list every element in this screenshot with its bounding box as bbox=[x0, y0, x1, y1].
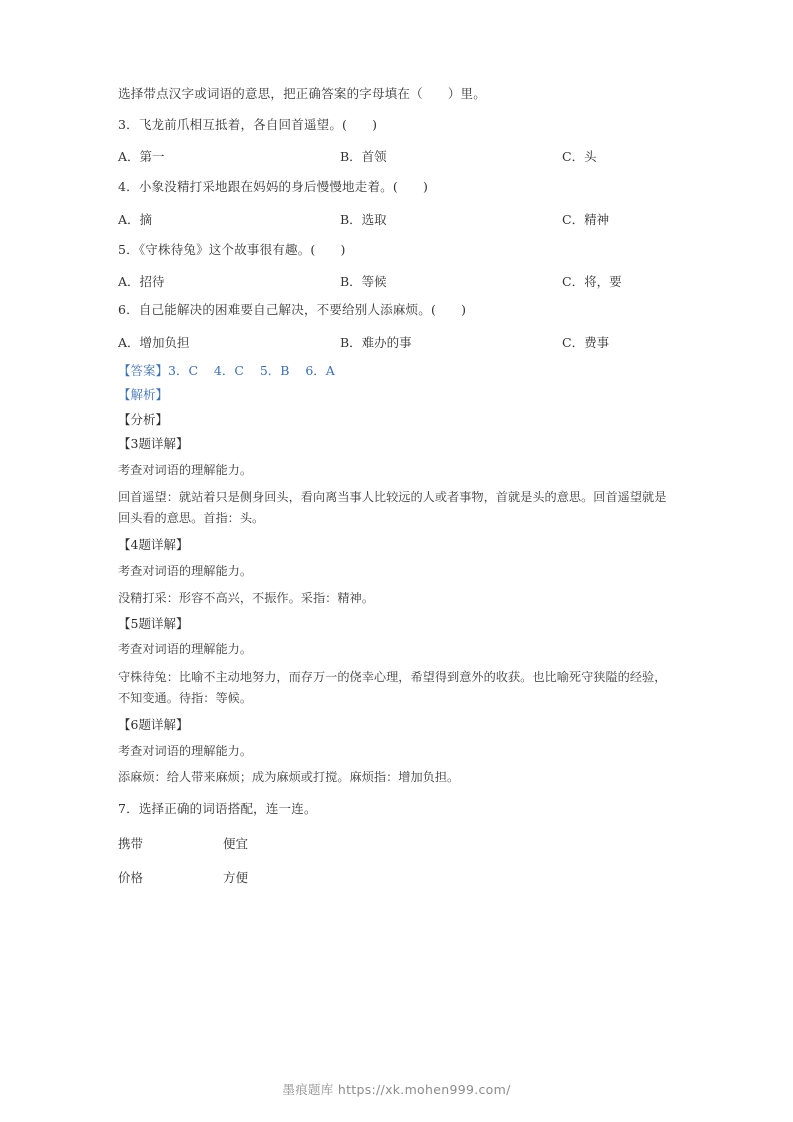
detail-6-line-1: 考查对词语的理解能力。 bbox=[118, 743, 253, 758]
option-a[interactable]: A．第一 bbox=[118, 149, 165, 164]
question-6-stem: 6．自己能解决的困难要自己解决，不要给别人添麻烦。( ) bbox=[118, 302, 467, 317]
question-4-stem: 4．小象没精打采地跟在妈妈的身后慢慢地走着。( ) bbox=[118, 179, 429, 194]
footer-watermark: 墨痕题库 https://xk.mohen999.com/ bbox=[282, 1082, 511, 1097]
answer-line: 【答案】3．C 4．C 5．B 6．A bbox=[118, 362, 335, 378]
option-c[interactable]: C．头 bbox=[562, 149, 597, 164]
detail-3-heading: 【3题详解】 bbox=[118, 436, 189, 451]
match-left-word[interactable]: 携带 bbox=[118, 835, 144, 851]
detail-6-heading: 【6题详解】 bbox=[118, 717, 189, 733]
option-a[interactable]: A．招待 bbox=[118, 274, 165, 289]
option-b[interactable]: B．首领 bbox=[340, 149, 387, 164]
intro-instruction: 选择带点汉字或词语的意思，把正确答案的字母填在（ ）里。 bbox=[118, 86, 486, 101]
analysis-heading: 【分析】 bbox=[118, 411, 169, 427]
match-row bbox=[118, 868, 675, 886]
option-b[interactable]: B．选取 bbox=[340, 211, 387, 227]
detail-5-line-2: 守株待兔：比喻不主动地努力，而存万一的侥幸心理，希望得到意外的收获。也比喻死守狭隘的经验，不知变通。待指：等候。 bbox=[118, 670, 667, 706]
option-c[interactable]: C．将，要 bbox=[562, 274, 622, 289]
analysis-tag: 【解析】 bbox=[118, 387, 169, 402]
option-c[interactable]: C．精神 bbox=[562, 211, 610, 227]
detail-5-heading: 【5题详解】 bbox=[118, 615, 189, 631]
detail-6-line-2: 添麻烦：给人带来麻烦；成为麻烦或打搅。麻烦指：增加负担。 bbox=[118, 770, 460, 785]
option-c[interactable]: C．费事 bbox=[562, 334, 610, 350]
option-b[interactable]: B．难办的事 bbox=[340, 334, 412, 350]
detail-4-heading: 【4题详解】 bbox=[118, 537, 189, 553]
question-3-options bbox=[118, 147, 675, 165]
detail-3-line-1: 考查对词语的理解能力。 bbox=[118, 462, 253, 477]
match-right-word[interactable]: 便宜 bbox=[223, 835, 249, 851]
question-3-stem: 3．飞龙前爪相互抵着，各自回首遥望。( ) bbox=[118, 116, 378, 132]
option-b[interactable]: B．等候 bbox=[340, 274, 387, 289]
option-a[interactable]: A．摘 bbox=[118, 211, 153, 227]
match-right-word[interactable]: 方便 bbox=[223, 869, 249, 885]
detail-3-line-2: 回首遥望：就站着只是侧身回头，看向离当事人比较远的人或者事物，首就是头的意思。回首遥望就是回头看的意思。首指：头。 bbox=[118, 490, 667, 526]
detail-4-line-2: 没精打采：形容不高兴，不振作。采指：精神。 bbox=[118, 590, 374, 605]
question-5-stem: 5．《守株待兔》这个故事很有趣。( ) bbox=[118, 241, 346, 257]
detail-5-line-1: 考查对词语的理解能力。 bbox=[118, 642, 253, 657]
detail-4-line-1: 考查对词语的理解能力。 bbox=[118, 563, 253, 578]
match-row bbox=[118, 834, 675, 852]
question-4-options bbox=[118, 210, 675, 228]
match-left-word[interactable]: 价格 bbox=[118, 869, 144, 885]
question-5-options bbox=[118, 272, 675, 290]
option-a[interactable]: A．增加负担 bbox=[118, 334, 190, 350]
question-6-options bbox=[118, 333, 675, 351]
question-7-stem: 7．选择正确的词语搭配，连一连。 bbox=[118, 801, 317, 817]
